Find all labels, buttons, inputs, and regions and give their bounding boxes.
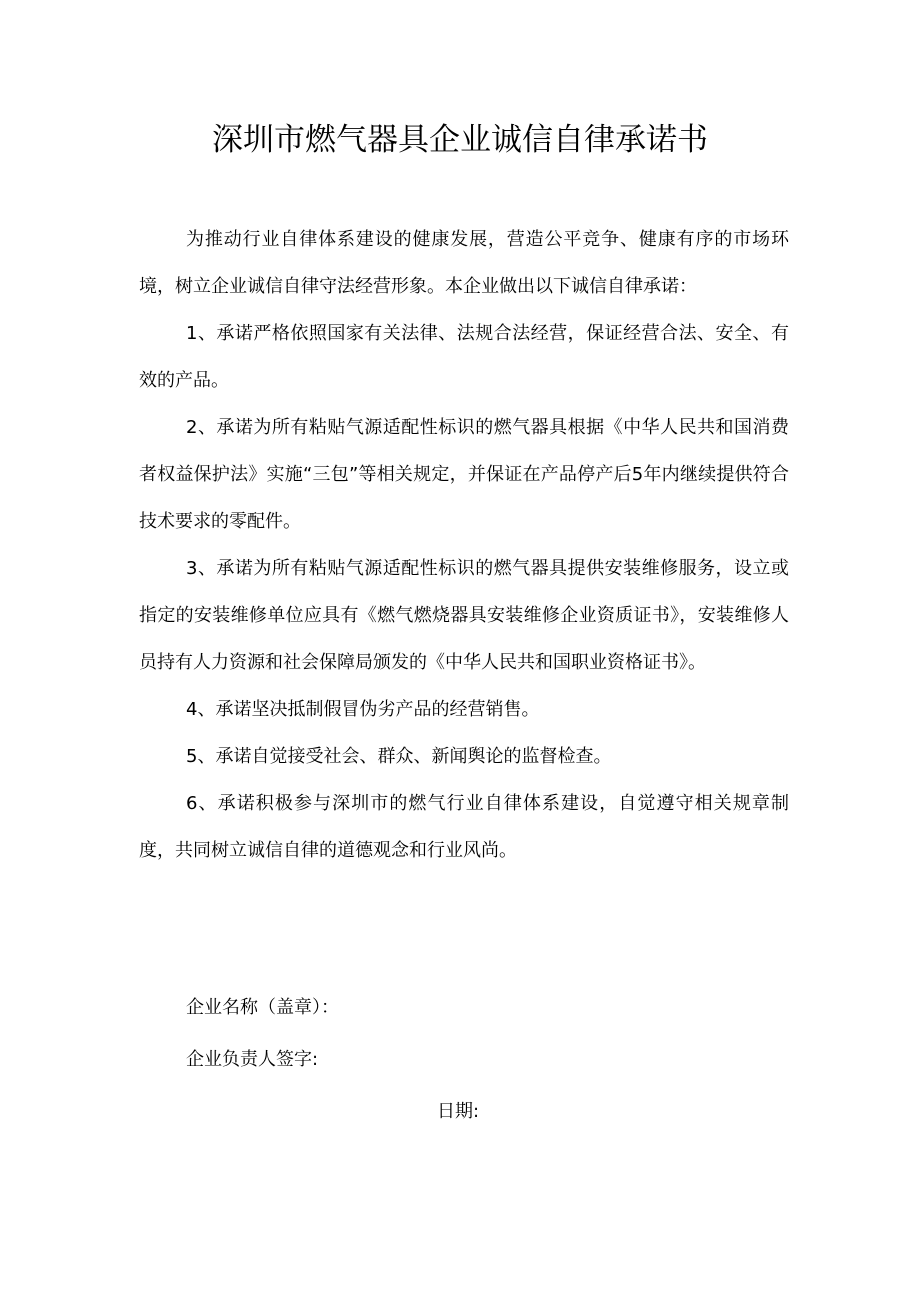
commitment-item-5: 5、承诺自觉接受社会、群众、新闻舆论的监督检查。 bbox=[186, 746, 612, 767]
company-name-label: 企业名称（盖章）： bbox=[186, 997, 339, 1018]
document-body bbox=[139, 216, 789, 874]
date-label: 日期: bbox=[437, 1101, 480, 1122]
responsible-person-signature-label: 企业负责人签字: bbox=[186, 1049, 319, 1070]
intro-paragraph: 为推动行业自律体系建设的健康发展，营造公平竞争、健康有序的市场环境，树立企业诚信自律守法经营形象。本企业做出以下诚信自律承诺： bbox=[139, 229, 789, 297]
document-title: 深圳市燃气器具企业诚信自律承诺书 bbox=[212, 122, 708, 158]
commitment-item-2: 2、承诺为所有粘贴气源适配性标识的燃气器具根据《中华人民共和国消费者权益保护法》实施“三包”等相关规定，并保证在产品停产后5年内继续提供符合技术要求的零配件。 bbox=[139, 417, 789, 532]
commitment-item-3: 3、承诺为所有粘贴气源适配性标识的燃气器具提供安装维修服务，设立或指定的安装维修单位应具有《燃气燃烧器具安装维修企业资质证书》，安装维修人员持有人力资源和社会保障局颁发的《中华人民共和国职业资格证书》。 bbox=[139, 558, 789, 673]
commitment-item-4: 4、承诺坚决抵制假冒伪劣产品的经营销售。 bbox=[186, 699, 540, 720]
commitment-item-1: 1、承诺严格依照国家有关法律、法规合法经营，保证经营合法、安全、有效的产品。 bbox=[139, 323, 789, 391]
commitment-item-6: 6、承诺积极参与深圳市的燃气行业自律体系建设，自觉遵守相关规章制度，共同树立诚信自律的道德观念和行业风尚。 bbox=[139, 793, 789, 861]
